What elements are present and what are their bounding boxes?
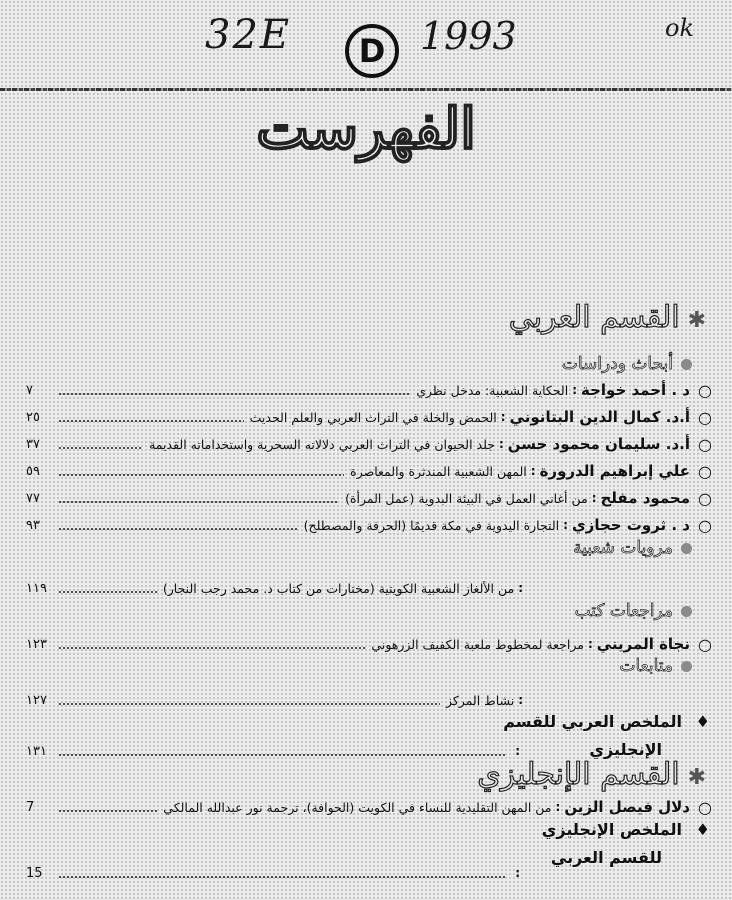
- circle-icon: ○: [698, 380, 712, 400]
- entry-page: 7: [26, 799, 35, 815]
- toc-entry[interactable]: [26, 407, 714, 427]
- entry-separator: :: [518, 581, 523, 595]
- entry-author: علي إبراهيم الدرورة: [539, 462, 690, 480]
- dot-leader: [58, 447, 143, 449]
- circle-icon: ○: [698, 461, 712, 481]
- entry-separator: :: [515, 744, 520, 758]
- arabic-section-heading: [509, 300, 706, 335]
- dot-leader: [58, 420, 244, 422]
- entry-page: ٥٩: [26, 463, 40, 479]
- toc-entry[interactable]: [26, 863, 524, 883]
- entry-title: المهن الشعبية المندثرة والمعاصرة: [350, 463, 527, 479]
- entry-separator: :: [518, 693, 523, 707]
- entry-separator: :: [500, 410, 506, 424]
- entry-page: 15: [26, 865, 43, 881]
- narratives-heading: [573, 538, 692, 558]
- circle-icon: ○: [698, 407, 712, 427]
- english-section-title: القسم الإنجليزي: [477, 757, 680, 792]
- dot-leader: [58, 474, 344, 476]
- entry-title: نشاط المركز: [445, 692, 515, 708]
- entry-title: مراجعة لمخطوط ملعبة الكفيف الزرهوني: [371, 636, 584, 652]
- followups-heading: [619, 656, 692, 676]
- toc-entry[interactable]: [26, 461, 714, 481]
- entry-title: من أغاني العمل في البيئة البدوية (عمل المرأة): [345, 490, 588, 506]
- entry-separator: :: [555, 800, 561, 814]
- stamp-letter: D: [358, 32, 386, 70]
- toc-entry[interactable]: [26, 380, 714, 400]
- toc-entry[interactable]: [26, 434, 714, 454]
- english-section-heading: [477, 757, 706, 792]
- entry-page: ٩٣: [26, 517, 40, 533]
- entry-title: الحمض والخلة في التراث العربي والعلم الحديث: [249, 409, 497, 425]
- toc-entry[interactable]: [26, 488, 714, 508]
- dot-leader: [58, 876, 505, 878]
- bullet-icon: [681, 543, 692, 554]
- circle-icon: ○: [698, 634, 712, 654]
- entry-page: ١١٩: [26, 580, 47, 596]
- dot-leader: [58, 703, 440, 705]
- entry-author: دلال فيصل الزين: [564, 798, 690, 816]
- narratives-heading-label: مرويات شعبية: [573, 538, 673, 558]
- entry-author: أ.د. كمال الدين البتانوني: [509, 408, 690, 426]
- entry-title: جلد الحيوان في التراث العربي دلالاته السحرية واستخداماته القديمة: [149, 436, 495, 452]
- page-title: الفهرست: [256, 96, 476, 162]
- bullet-icon: [681, 359, 692, 370]
- reviews-heading: [575, 601, 692, 621]
- circle-icon: ○: [698, 797, 712, 817]
- entry-separator: :: [498, 437, 504, 451]
- entry-title: التجارة اليدوية في مكة قديمًا (الحرفة والمصطلح): [303, 517, 560, 533]
- dot-leader: [58, 501, 339, 503]
- diamond-icon: ♦: [695, 712, 710, 731]
- bullet-icon: [681, 606, 692, 617]
- dot-leader: [58, 591, 157, 593]
- studies-heading: [562, 354, 692, 374]
- entry-title: من الألغاز الشعبية الكويتية (مختارات من كتاب د. محمد رجب النجار): [162, 580, 515, 596]
- entry-page: ٣٧: [26, 436, 40, 452]
- toc-entry[interactable]: [26, 741, 524, 761]
- reviews-heading-label: مراجعات كتب: [574, 601, 673, 621]
- dot-leader: [58, 393, 410, 395]
- diamond-icon: ♦: [695, 820, 710, 839]
- entry-title: من المهن التقليدية للنساء في الكويت (الحوافة)، ترجمة نور عبدالله المالكي: [163, 799, 552, 815]
- entry-separator: :: [572, 383, 577, 397]
- entry-title: الحكاية الشعبية: مدخل نظري: [416, 382, 569, 398]
- dot-leader: [58, 528, 298, 530]
- entry-page: ٧٧: [26, 490, 40, 506]
- handwritten-ok: ok: [665, 14, 694, 42]
- entry-page: ١٢٣: [26, 636, 47, 652]
- toc-entry[interactable]: [26, 690, 527, 710]
- dot-leader: [58, 810, 157, 812]
- summary-author-line1: الملخص العربي للقسم: [503, 712, 682, 731]
- top-divider: [0, 88, 732, 91]
- entry-author: د . أحمد خواجة: [581, 381, 690, 399]
- arabic-section-title: القسم العربي: [508, 300, 680, 335]
- entry-author: محمود مفلح: [600, 489, 690, 507]
- bullet-icon: [681, 661, 692, 672]
- entry-page: ١٢٧: [26, 692, 47, 708]
- summary-author-line2: للقسم العربي: [550, 848, 662, 867]
- toc-entry[interactable]: [26, 634, 714, 654]
- entry-page: ١٣١: [26, 743, 47, 759]
- stamp-circle: [345, 24, 399, 78]
- star-icon: ✱: [687, 308, 706, 333]
- toc-entry[interactable]: [26, 797, 714, 817]
- studies-heading-label: أبحاث ودراسات: [561, 354, 673, 374]
- dot-leader: [58, 754, 505, 756]
- handwritten-year: 1993: [420, 14, 517, 58]
- followups-heading-label: متابعات: [619, 656, 673, 676]
- summary-author-line2: الإنجليزي: [589, 740, 662, 759]
- toc-entry[interactable]: [26, 578, 527, 598]
- entry-separator: :: [591, 491, 597, 505]
- entry-separator: :: [563, 518, 568, 532]
- dot-leader: [58, 647, 365, 649]
- circle-icon: ○: [698, 488, 712, 508]
- entry-separator: :: [530, 464, 536, 478]
- entry-author: د . ثروت حجازي: [571, 516, 690, 534]
- entry-author: أ.د. سليمان محمود حسن: [507, 435, 690, 453]
- entry-page: ٧: [26, 382, 33, 398]
- entry-author: نجاة المريني: [596, 635, 690, 653]
- summary-author-line1: الملخص الإنجليزي: [541, 820, 682, 839]
- circle-icon: ○: [698, 515, 712, 535]
- circle-icon: ○: [698, 434, 712, 454]
- star-icon: ✱: [687, 765, 706, 790]
- entry-separator: :: [515, 866, 520, 880]
- entry-page: ٢٥: [26, 409, 40, 425]
- toc-entry[interactable]: [26, 515, 714, 535]
- handwritten-code: 32E: [205, 12, 292, 58]
- entry-separator: :: [587, 637, 593, 651]
